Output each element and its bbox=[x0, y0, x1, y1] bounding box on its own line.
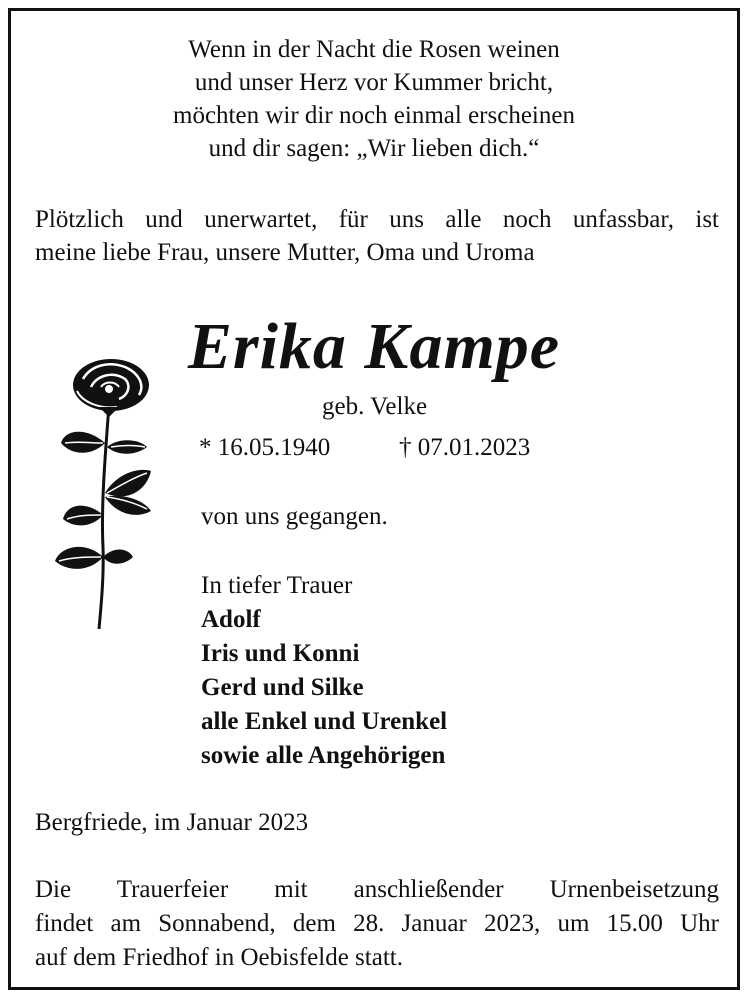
mourner-name: Iris und Konni bbox=[201, 640, 360, 667]
mourners-list bbox=[201, 569, 447, 773]
poem-line: und dir sagen: „Wir lieben dich.“ bbox=[208, 135, 540, 162]
deceased-name: Erika Kampe bbox=[187, 310, 561, 383]
maiden-name: geb. Velke bbox=[322, 393, 428, 420]
obituary-notice bbox=[8, 8, 740, 990]
intro-text bbox=[35, 203, 719, 269]
poem-line: und unser Herz vor Kummer bricht, bbox=[194, 69, 554, 96]
funeral-line: auf dem Friedhof in Oebisfelde statt. bbox=[35, 944, 403, 971]
mourner-name: Gerd und Silke bbox=[201, 674, 364, 701]
poem-line: Wenn in der Nacht die Rosen weinen bbox=[188, 36, 560, 63]
funeral-line: findet am Sonnabend, dem 28. Januar 2023, um 15.00 Uhr bbox=[35, 910, 719, 937]
death-date: † 07.01.2023 bbox=[399, 434, 531, 461]
mourners-intro: In tiefer Trauer bbox=[201, 572, 353, 599]
poem-line: möchten wir dir noch einmal erscheinen bbox=[173, 102, 575, 129]
funeral-info bbox=[35, 873, 719, 975]
poem bbox=[11, 33, 737, 165]
mourner-name: alle Enkel und Urenkel bbox=[201, 708, 448, 735]
passing-text: von uns gegangen. bbox=[201, 503, 388, 530]
mourner-name: sowie alle Angehörigen bbox=[201, 742, 446, 769]
funeral-line: Die Trauerfeier mit anschließender Urnenbeisetzung bbox=[35, 876, 719, 903]
place-date: Bergfriede, im Januar 2023 bbox=[35, 809, 309, 836]
mourner-name: Adolf bbox=[201, 606, 261, 633]
intro-line: meine liebe Frau, unsere Mutter, Oma und Uroma bbox=[35, 239, 535, 266]
birth-date: * 16.05.1940 bbox=[199, 434, 331, 461]
rose-icon bbox=[47, 347, 157, 637]
intro-line: Plötzlich und unerwartet, für uns alle noch unfassbar, ist bbox=[35, 206, 719, 233]
